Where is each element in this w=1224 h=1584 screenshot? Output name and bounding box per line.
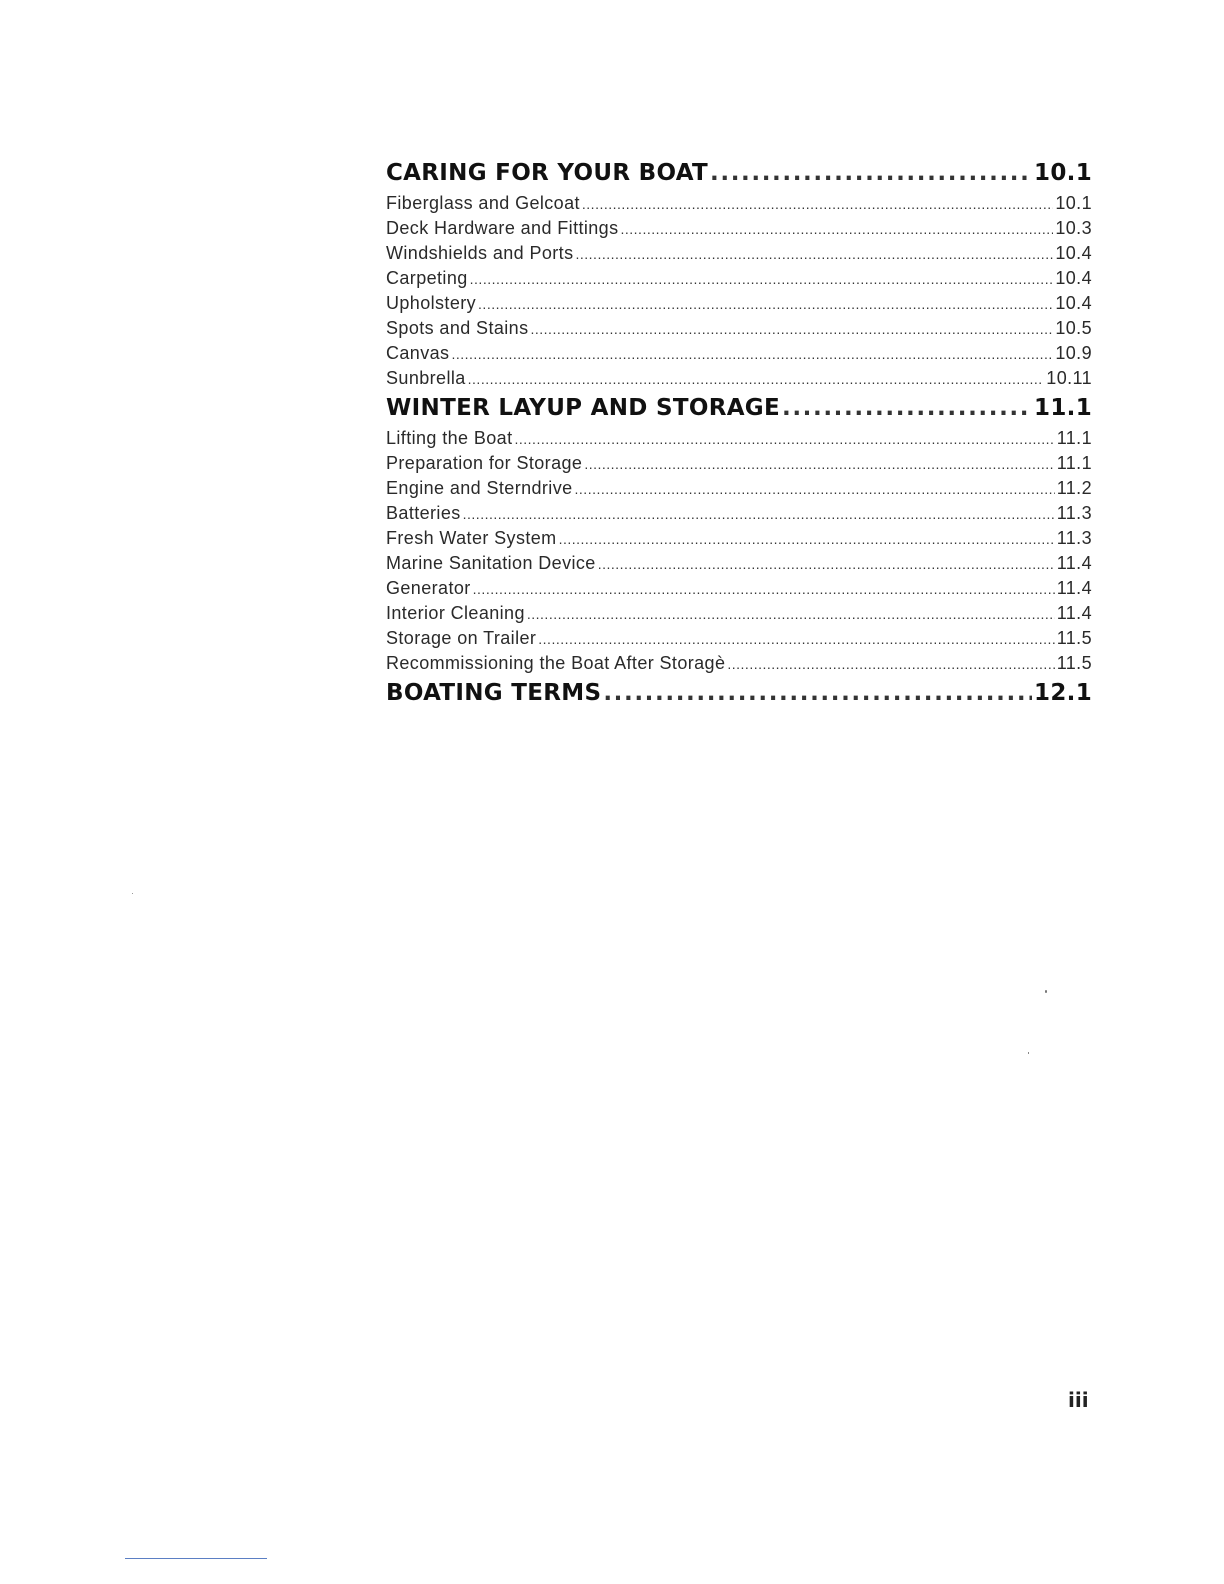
- dot-leader: [621, 216, 1054, 242]
- entry-page: 11.3: [1056, 528, 1092, 548]
- entry-page: 11.5: [1056, 628, 1092, 648]
- entry-page: 10.11: [1046, 368, 1092, 388]
- entry-page: 10.1: [1055, 193, 1092, 213]
- dot-leader: [576, 241, 1054, 267]
- heading-page: 12.1: [1034, 680, 1092, 706]
- toc-section-caring: [386, 156, 1092, 391]
- toc-heading[interactable]: [386, 156, 1092, 191]
- page-number: iii: [1068, 1388, 1089, 1412]
- bottom-rule: [125, 1558, 267, 1559]
- entry-label: Marine Sanitation Device: [386, 553, 596, 573]
- dot-leader: [710, 156, 1032, 191]
- table-of-contents: [386, 156, 1092, 711]
- entry-label: Sunbrella: [386, 368, 466, 388]
- entry-label: Fresh Water System: [386, 528, 557, 548]
- dot-leader: [559, 526, 1055, 552]
- heading-title: BOATING TERMS: [386, 680, 602, 706]
- toc-entry[interactable]: [386, 601, 1092, 626]
- toc-entry[interactable]: [386, 501, 1092, 526]
- entry-page: 10.4: [1055, 268, 1092, 288]
- toc-entry[interactable]: [386, 241, 1092, 266]
- dot-leader: [531, 316, 1054, 342]
- toc-entry[interactable]: [386, 191, 1092, 216]
- entry-label: Lifting the Boat: [386, 428, 513, 448]
- entry-label: Upholstery: [386, 293, 477, 313]
- scan-speck: [1045, 990, 1047, 993]
- toc-entry[interactable]: [386, 426, 1092, 451]
- entry-page: 11.3: [1056, 503, 1092, 523]
- entry-page: 11.4: [1056, 553, 1092, 573]
- dot-leader: [468, 366, 1045, 392]
- scan-speck: [1028, 1052, 1029, 1054]
- toc-entry[interactable]: [386, 626, 1092, 651]
- entry-page: 10.4: [1055, 243, 1092, 263]
- dot-leader: [478, 291, 1053, 317]
- dot-leader: [473, 576, 1055, 602]
- entry-label: Carpeting: [386, 268, 468, 288]
- toc-entry[interactable]: [386, 266, 1092, 291]
- entry-label: Deck Hardware and Fittings: [386, 218, 619, 238]
- dot-leader: [598, 551, 1055, 577]
- entry-label: Windshields and Ports: [386, 243, 574, 263]
- dot-leader: [584, 451, 1054, 477]
- toc-heading[interactable]: [386, 391, 1092, 426]
- entry-page: 11.5: [1056, 653, 1092, 673]
- dot-leader: [527, 601, 1055, 627]
- toc-entry[interactable]: [386, 341, 1092, 366]
- dot-leader: [463, 501, 1055, 527]
- entry-page: 11.4: [1056, 603, 1092, 623]
- dot-leader: [575, 476, 1055, 502]
- entry-page: 10.9: [1055, 343, 1092, 363]
- scan-speck: [132, 893, 133, 894]
- heading-title: WINTER LAYUP AND STORAGE: [386, 395, 780, 421]
- dot-leader: [451, 341, 1053, 367]
- entry-label: Storage on Trailer: [386, 628, 537, 648]
- toc-entry[interactable]: [386, 576, 1092, 601]
- toc-heading[interactable]: [386, 676, 1092, 711]
- entry-label: Interior Cleaning: [386, 603, 525, 623]
- toc-entry[interactable]: [386, 451, 1092, 476]
- dot-leader: [727, 651, 1054, 677]
- entry-label: Canvas: [386, 343, 450, 363]
- dot-leader: [582, 191, 1053, 217]
- entry-label: Recommissioning the Boat After Storagè: [386, 653, 726, 673]
- entry-page: 11.1: [1056, 453, 1092, 473]
- heading-page: 10.1: [1034, 160, 1092, 186]
- entry-label: Fiberglass and Gelcoat: [386, 193, 580, 213]
- dot-leader: [470, 266, 1054, 292]
- toc-entry[interactable]: [386, 291, 1092, 316]
- heading-page: 11.1: [1034, 395, 1092, 421]
- toc-entry[interactable]: [386, 476, 1092, 501]
- entry-label: Engine and Sterndrive: [386, 478, 573, 498]
- toc-entry[interactable]: [386, 526, 1092, 551]
- entry-page: 10.4: [1055, 293, 1092, 313]
- entry-page: 11.1: [1056, 428, 1092, 448]
- entry-label: Generator: [386, 578, 471, 598]
- dot-leader: [782, 391, 1032, 426]
- toc-entry[interactable]: [386, 316, 1092, 341]
- entry-label: Spots and Stains: [386, 318, 529, 338]
- heading-title: CARING FOR YOUR BOAT: [386, 160, 709, 186]
- dot-leader: [515, 426, 1055, 452]
- toc-section-winter-layup: [386, 391, 1092, 676]
- toc-entry[interactable]: [386, 366, 1092, 391]
- toc-entry[interactable]: [386, 651, 1092, 676]
- entry-page: 10.5: [1055, 318, 1092, 338]
- entry-page: 10.3: [1055, 218, 1092, 238]
- dot-leader: [538, 626, 1054, 652]
- entry-page: 11.2: [1056, 478, 1092, 498]
- entry-page: 11.4: [1056, 578, 1092, 598]
- toc-section-boating-terms: [386, 676, 1092, 711]
- entry-label: Batteries: [386, 503, 461, 523]
- dot-leader: [603, 676, 1032, 711]
- toc-entry[interactable]: [386, 551, 1092, 576]
- entry-label: Preparation for Storage: [386, 453, 583, 473]
- toc-entry[interactable]: [386, 216, 1092, 241]
